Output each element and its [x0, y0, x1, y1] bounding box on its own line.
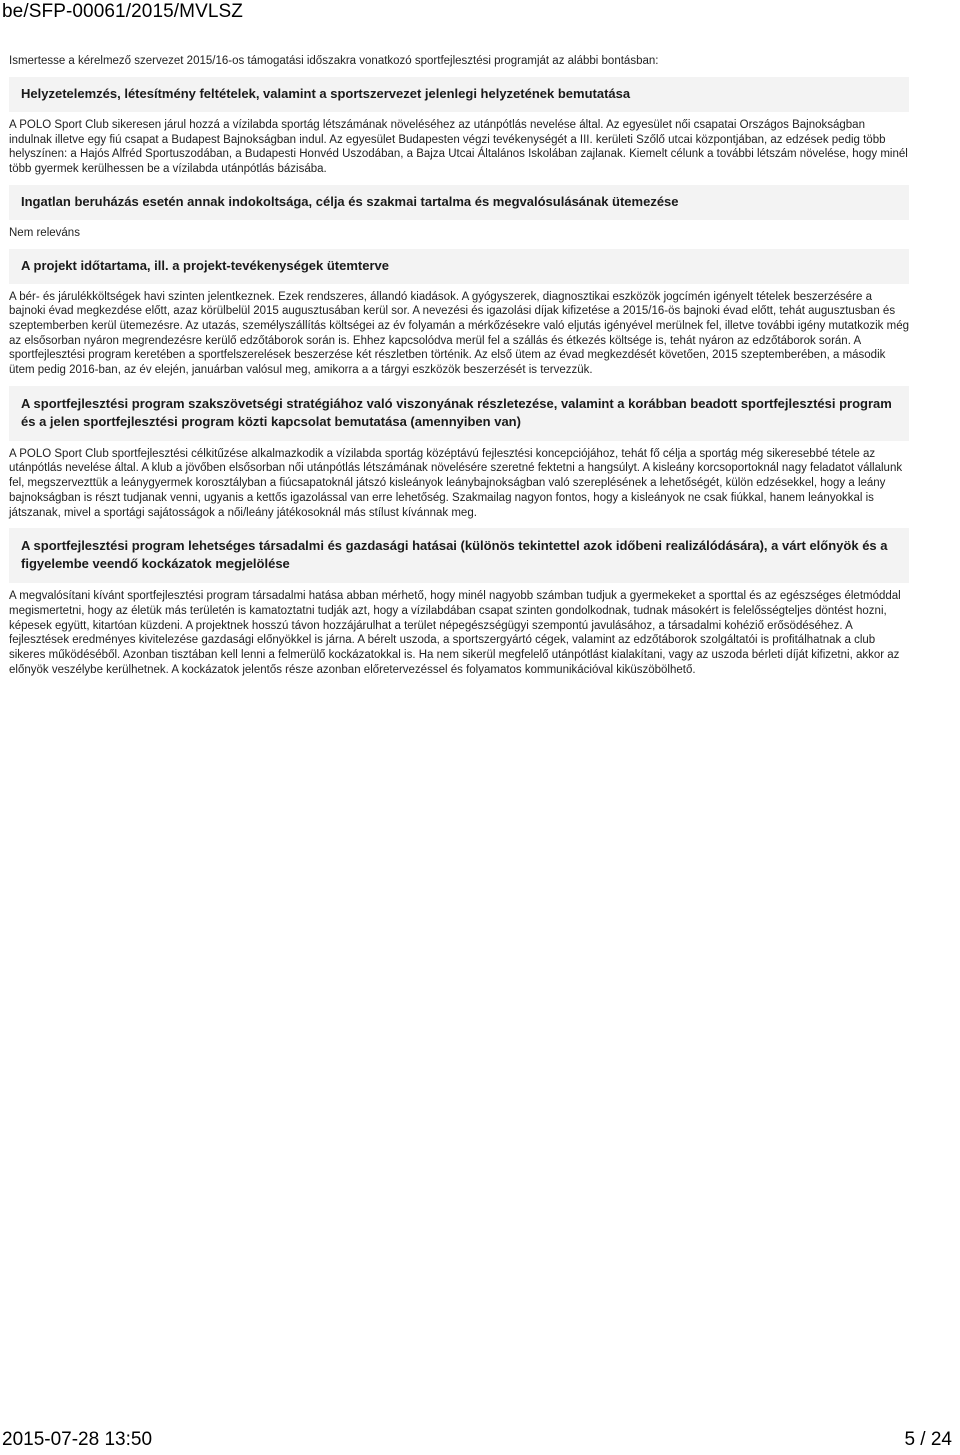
document-id: be/SFP-00061/2015/MVLSZ: [2, 1, 243, 22]
footer-page-number: 5 / 24: [904, 1429, 952, 1450]
section-heading-real-estate: Ingatlan beruházás esetén annak indokoltsága, célja és szakmai tartalma és megvalósulásának ütemezése: [9, 185, 909, 220]
section-heading-schedule: A projekt időtartama, ill. a projekt-tevékenységek ütemterve: [9, 249, 909, 284]
document-body: [9, 54, 909, 685]
section-body-real-estate: Nem releváns: [9, 226, 80, 239]
section-body-strategy: A POLO Sport Club sportfejlesztési célkitűzése alkalmazkodik a vízilabda sportág középtávú fejlesztési koncepciójához, tehát fő célja a sportág még sikeresebbé tétele az utánpótlás nevelése által. A klub a jövőben elsősorban női utánpótlás létszámának növelésére szeretné fektetni a hangsúlyt. A kisleány korcsoportoknál nagy feladatot vállalunk fel, megszervezttük a leánygyermek korosztályban a fiúcsapatoknál játszó kisleányok leánybajnokságban való szereplésének a lehetőségét, külön edzésekkel, hogy a leány bajnokságban is részt tudjanak venni, ugyanis a kettős igazolással van erre lehetőség. Szakmailag nagyon fontos, hogy a kisleányok ne csak fiúkkal, hanem leányokkal is játszanak, mivel a sportági sajátosságok a női/leány játékosoknál más stílust kívánnak meg.: [9, 447, 903, 519]
section-body-impacts: A megvalósítani kívánt sportfejlesztési program társadalmi hatása abban mérhető, hogy minél nagyobb számban tudjuk a gyermekeket a sporttal és az egészséges életmóddal megismertetni, hogy az életük más területén is kamatoztatni tudják azt, hogy a vízilabdában csapat szinten gondolkodnak, tudnak másokért is felelősségteljes döntést hozni, képesek együtt, kitartóan küzdeni. A projektnek hosszú távon hozzájárulhat a terület népegészségügyi szempontú javulásához, a társadalmi kohéziő erősödéséhez. A fejlesztések eredményes kivitelezése gazdasági előnyökkel is járna. A bérelt uszoda, a sportszergyártó cégek, valamint az edzőtáborok szolgáltatói is profitálhatnak a club sikeres működéséből. Azonban tisztában kell lenni a felmerülő kockázatokkal is. Ha nem sikerül megfelelő utánpótlást kialakítani, vagy az uszoda bérleti díját kifizetni, akkor az előnyök veszélybe kerülhetnek. A kockázatok jelentős része azonban előretervezéssel és folyamatos kommunikációval kiküszöbölhető.: [9, 590, 901, 676]
section-heading-situation: Helyzetelemzés, létesítmény feltételek, valamint a sportszervezet jelenlegi helyzetének bemutatása: [9, 77, 909, 112]
section-body-schedule: A bér- és járulékköltségek havi szinten jelentkeznek. Ezek rendszeres, állandó kiadások. A gyógyszerek, diagnosztikai eszközök jogcímén igényelt tételek beszerzésére a bajnoki évad megkezdése előtt, azaz körülbelül 2015 augusztusában kerül sor. A nevezési és igazolási díjak kifizetése a 2015/16-ös bajnoki évad előtt, tehát augusztusban és szeptemberben kerül ütemezésre. Az utazás, személyszállítás költségei az év folyamán a mérkőzésekre való eljutás igényével merülnek fel, illetve további igény mutatkozik még az elsősorban nyáron megrendezésre kerülő edzőtáborok során is. Ehhez kapcsolódva merül fel a szállás és étkezés költsége is, tehát nyáron az edzőtáborok során. A sportfejlesztési program keretében a sportfelszerelések beszerzése két részletben történik. Az első ütem az évad megkezdését követően, 2015 szeptemberében, a második ütem pedig 2016-ban, az év elején, januárban valósul meg, amikorra a a tárgyi eszközök beszerzését is tervezzük.: [9, 290, 909, 377]
section-body-situation: A POLO Sport Club sikeresen járul hozzá a vízilabda sportág létszámának növeléséhez az utánpótlás nevelése által. Az egyesület női csapatai Országos Bajnokságban indulnak illetve egy fiú csapat a Budapest Bajnokságban indul. Az egyesület Budapesten végzi tevékenységét a III. kerületi Szőlő utcai központjában, az edzések pedig több helyszínen: a Hajós Alfréd Sportuszodában, a Budapesti Honvéd Uszodában, a Bajza Utcai Általános Iskolában zajlanak. Kiemelt célunk a további létszám növelése, hogy minél több gyermek kerülhessen be a vízilabda utánpótlás bázisába.: [9, 119, 908, 176]
intro-text: Ismertesse a kérelmező szervezet 2015/16-os támogatási időszakra vonatkozó sportfejlesztési programját az alábbi bontásban:: [9, 55, 659, 67]
section-heading-impacts: A sportfejlesztési program lehetséges társadalmi és gazdasági hatásai (különös tekintettel azok időbeni realizálódására), a várt előnyök és a figyelembe veendő kockázatok megjelölése: [9, 528, 909, 583]
footer-timestamp: 2015-07-28 13:50: [2, 1429, 153, 1450]
section-heading-strategy: A sportfejlesztési program szakszövetségi stratégiához való viszonyának részletezése, valamint a korábban beadott sportfejlesztési program és a jelen sportfejlesztési program közti kapcsolat bemutatása (amennyiben van): [9, 386, 909, 441]
